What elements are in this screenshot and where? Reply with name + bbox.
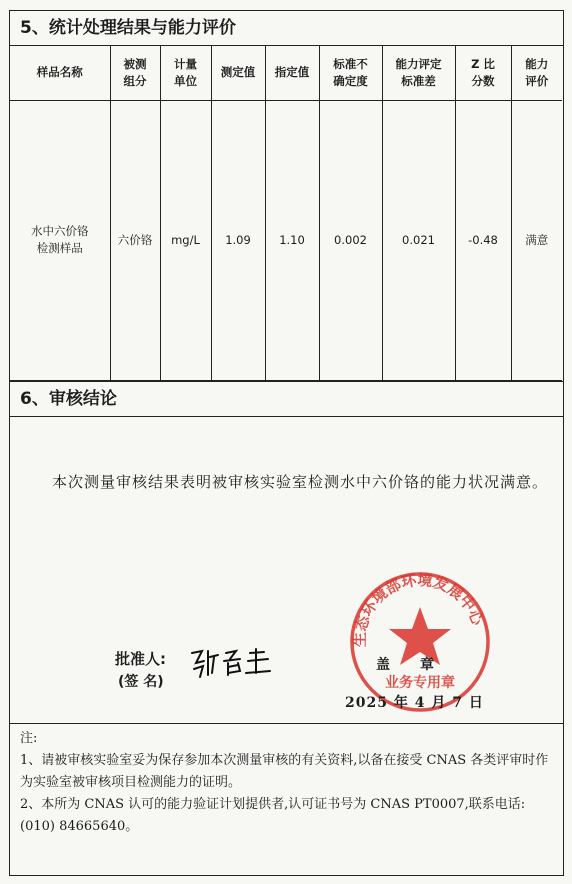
sign-label: (签 名)	[118, 674, 164, 690]
result-table	[10, 46, 562, 381]
section5-title: 5、统计处理结果与能力评价	[10, 11, 563, 46]
seal-label-2: 章	[420, 657, 434, 673]
conclusion-text: 本次测量审核结果表明被审核实验室检测水中六价铬的能力状况满意。	[52, 473, 549, 491]
note-item-1: 1、请被审核实验室妥为保存参加本次测量审核的有关资料,以备在接受 CNAS 各类评审时作为实验室被审核项目检测能力的证明。	[20, 753, 549, 790]
section6-title: 6、审核结论	[10, 381, 563, 417]
col-measured: 测定值	[211, 46, 265, 100]
col-uncertainty: 标准不 确定度	[319, 46, 382, 100]
cell-measured: 1.09	[211, 100, 265, 381]
approver-label: 批准人:	[115, 650, 166, 668]
col-component: 被测 组分	[110, 46, 160, 100]
cell-component: 六价铬	[110, 100, 160, 381]
approval-date: 2025 年 4 月 7 日	[345, 695, 484, 711]
cell-z-score: -0.48	[455, 100, 511, 381]
cell-sample: 水中六价铬 检测样品	[10, 100, 110, 381]
cell-uncertainty: 0.002	[319, 100, 382, 381]
cell-assigned: 1.10	[265, 100, 319, 381]
notes-heading: 注:	[20, 731, 38, 746]
notes-divider	[10, 723, 563, 724]
cell-std-dev: 0.021	[382, 100, 455, 381]
col-z-score: Z 比 分数	[455, 46, 511, 100]
cell-unit: mg/L	[160, 100, 211, 381]
col-assigned: 指定值	[265, 46, 319, 100]
col-std-dev: 能力评定 标准差	[382, 46, 455, 100]
cell-evaluation: 满意	[511, 100, 562, 381]
col-unit: 计量 单位	[160, 46, 211, 100]
col-sample-name: 样品名称	[10, 46, 110, 100]
table-header-row	[10, 46, 562, 100]
col-evaluation: 能力 评价	[511, 46, 562, 100]
table-row	[10, 100, 562, 381]
seal-dept-text: 业务专用章	[385, 675, 455, 691]
note-item-2: 2、本所为 CNAS 认可的能力验证计划提供者,认可证书号为 CNAS PT0007,联系电话:(010) 84665640。	[20, 797, 526, 834]
notes-block	[20, 728, 551, 838]
seal-org-text: 生态环境部环境发展中心	[350, 570, 487, 648]
report-frame	[9, 10, 564, 876]
handwritten-signature	[188, 645, 278, 683]
seal-label-1: 盖	[376, 657, 390, 673]
